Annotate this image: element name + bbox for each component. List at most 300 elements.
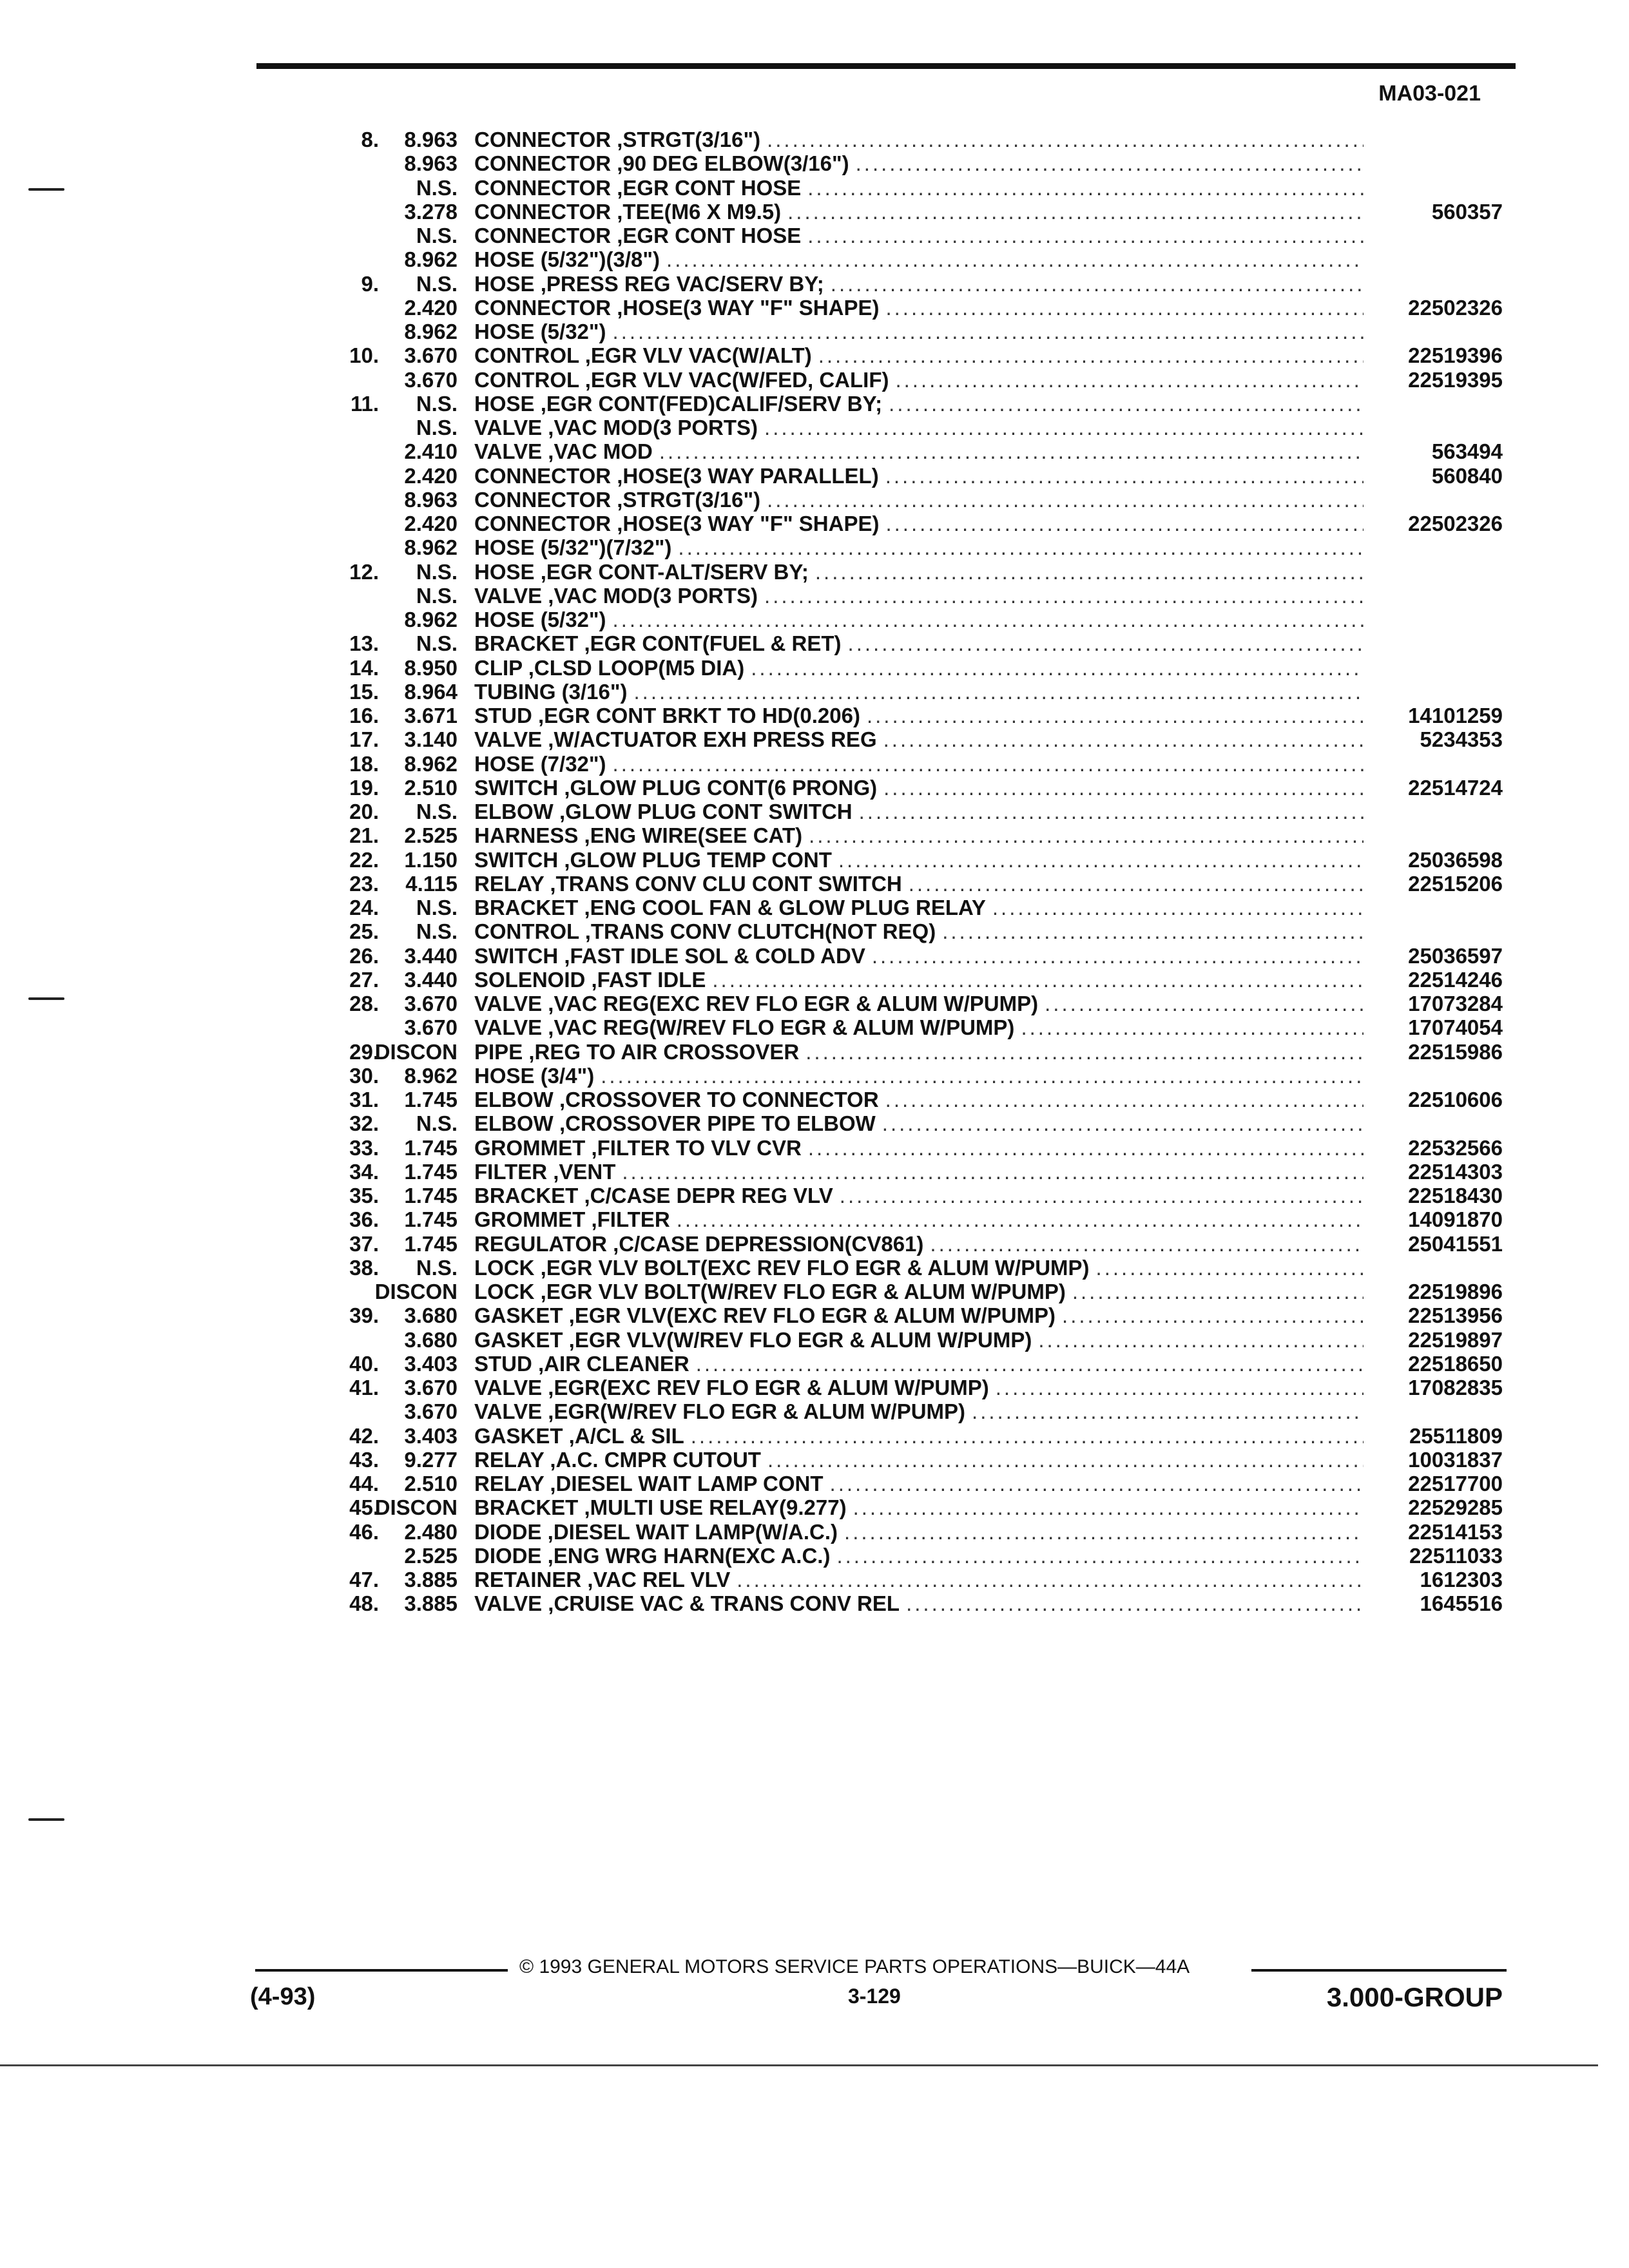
dot-leader <box>853 1495 1364 1519</box>
part-number: 1612303 <box>1420 1568 1503 1591</box>
dot-leader <box>885 512 1364 535</box>
part-number: 22513956 <box>1408 1303 1503 1328</box>
group-number: 8.962 <box>404 751 458 776</box>
part-description-cell <box>474 1472 1364 1495</box>
part-number: 22514303 <box>1408 1159 1503 1184</box>
group-number: 8.963 <box>404 151 458 176</box>
part-description: BRACKET ,C/CASE DEPR REG VLV <box>474 1184 833 1207</box>
parts-row <box>0 439 1629 463</box>
part-number: 22502326 <box>1408 512 1503 535</box>
dot-leader <box>818 343 1364 367</box>
part-number: 560357 <box>1431 199 1503 224</box>
part-description-cell <box>474 1448 1364 1472</box>
group-number: 3.140 <box>404 727 458 752</box>
part-description-cell <box>474 416 1364 439</box>
part-number: 22514724 <box>1408 775 1503 800</box>
group-number: 8.963 <box>404 487 458 512</box>
item-reference: 8. <box>361 128 379 151</box>
part-description: VALVE ,VAC REG(W/REV FLO EGR & ALUM W/PUMP) <box>474 1015 1015 1040</box>
part-description-cell <box>474 343 1364 367</box>
dot-leader <box>930 1232 1364 1256</box>
group-number: N.S. <box>416 896 458 919</box>
parts-row <box>0 1015 1629 1039</box>
part-description-cell <box>474 727 1364 751</box>
group-number: 3.671 <box>404 704 458 727</box>
dot-leader <box>678 535 1364 559</box>
parts-row <box>0 1256 1629 1280</box>
dot-leader <box>601 1064 1364 1088</box>
parts-row <box>0 224 1629 247</box>
dot-leader <box>859 800 1364 823</box>
part-number: 22519395 <box>1408 367 1503 392</box>
part-number: 22518650 <box>1408 1351 1503 1376</box>
parts-row <box>0 1160 1629 1184</box>
part-description: BRACKET ,EGR CONT(FUEL & RET) <box>474 631 842 656</box>
dot-leader <box>867 704 1364 727</box>
group-number: 9.277 <box>404 1447 458 1472</box>
part-description: LOCK ,EGR VLV BOLT(EXC REV FLO EGR & ALUM W/PUMP) <box>474 1255 1090 1280</box>
item-reference: 30. <box>349 1063 379 1088</box>
parts-row <box>0 919 1629 943</box>
group-number: 8.962 <box>404 320 458 343</box>
group-number: 2.510 <box>404 1472 458 1495</box>
item-reference: 28. <box>349 992 379 1015</box>
parts-row <box>0 631 1629 655</box>
group-number: DISCON <box>374 1039 458 1064</box>
group-number: 2.480 <box>404 1519 458 1544</box>
parts-row <box>0 272 1629 296</box>
part-description-cell <box>474 1520 1364 1544</box>
parts-row <box>0 296 1629 320</box>
parts-row <box>0 1111 1629 1135</box>
part-description-cell <box>474 823 1364 847</box>
item-reference: 26. <box>349 943 379 968</box>
part-description: DIODE ,DIESEL WAIT LAMP(W/A.C.) <box>474 1519 838 1544</box>
document-code: MA03-021 <box>1378 81 1481 106</box>
parts-row <box>0 1591 1629 1615</box>
group-number: N.S. <box>416 1255 458 1280</box>
parts-row <box>0 1399 1629 1423</box>
part-description: BRACKET ,MULTI USE RELAY(9.277) <box>474 1495 847 1520</box>
parts-row <box>0 1376 1629 1399</box>
parts-row <box>0 320 1629 343</box>
parts-row <box>0 560 1629 584</box>
part-description-cell <box>474 800 1364 823</box>
group-number: DISCON <box>374 1495 458 1520</box>
part-number: 22514246 <box>1408 967 1503 992</box>
item-reference: 29. <box>349 1039 379 1064</box>
part-description: RELAY ,DIESEL WAIT LAMP CONT <box>474 1472 824 1495</box>
group-number: 3.670 <box>404 1376 458 1399</box>
part-description: CONTROL ,EGR VLV VAC(W/ALT) <box>474 343 812 368</box>
group-number: 8.962 <box>404 247 458 272</box>
parts-row <box>0 1472 1629 1495</box>
dot-leader <box>1038 1328 1364 1352</box>
dot-leader <box>767 1448 1364 1472</box>
item-reference: 37. <box>349 1231 379 1256</box>
part-description-cell <box>474 631 1364 655</box>
dot-leader <box>764 584 1364 608</box>
dot-leader <box>1096 1256 1364 1280</box>
parts-row <box>0 1328 1629 1352</box>
dot-leader <box>883 727 1364 751</box>
group-number: N.S. <box>416 583 458 608</box>
part-description-cell <box>474 272 1364 296</box>
item-reference: 9. <box>361 271 379 296</box>
part-number: 22532566 <box>1408 1135 1503 1160</box>
part-description: DIODE ,ENG WRG HARN(EXC A.C.) <box>474 1543 831 1568</box>
part-description: VALVE ,EGR(EXC REV FLO EGR & ALUM W/PUMP) <box>474 1376 989 1399</box>
part-description-cell <box>474 224 1364 247</box>
footer-rule-left <box>255 1969 508 1972</box>
part-description-cell <box>474 128 1364 151</box>
part-description-cell <box>474 968 1364 992</box>
dot-leader <box>872 944 1364 968</box>
part-description: CLIP ,CLSD LOOP(M5 DIA) <box>474 655 745 680</box>
dot-leader <box>809 823 1364 847</box>
dot-leader <box>972 1399 1364 1423</box>
group-number: N.S. <box>416 416 458 439</box>
dot-leader <box>613 608 1364 631</box>
parts-row <box>0 608 1629 631</box>
part-description: HOSE ,EGR CONT(FED)CALIF/SERV BY; <box>474 391 883 416</box>
part-description: GASKET ,EGR VLV(EXC REV FLO EGR & ALUM W/PUMP) <box>474 1303 1056 1328</box>
parts-row <box>0 368 1629 392</box>
item-reference: 20. <box>349 800 379 823</box>
parts-row <box>0 343 1629 367</box>
part-description-cell <box>474 1495 1364 1519</box>
part-description: CONNECTOR ,TEE(M6 X M9.5) <box>474 199 782 224</box>
dot-leader <box>844 1520 1364 1544</box>
group-number: 3.885 <box>404 1568 458 1591</box>
part-description: VALVE ,VAC MOD <box>474 439 653 464</box>
part-description-cell <box>474 896 1364 919</box>
item-reference: 42. <box>349 1423 379 1448</box>
parts-row <box>0 1280 1629 1303</box>
group-number: 1.745 <box>404 1184 458 1207</box>
part-description-cell <box>474 392 1364 416</box>
dot-leader <box>906 1591 1364 1615</box>
parts-row <box>0 1568 1629 1591</box>
group-number: 8.962 <box>404 1063 458 1088</box>
part-number: 22519897 <box>1408 1327 1503 1352</box>
parts-row <box>0 512 1629 535</box>
part-description-cell <box>474 320 1364 343</box>
parts-row <box>0 1448 1629 1472</box>
part-description-cell <box>474 151 1364 175</box>
part-description: ELBOW ,CROSSOVER PIPE TO ELBOW <box>474 1111 876 1136</box>
group-number: 2.525 <box>404 1543 458 1568</box>
part-number: 1645516 <box>1420 1591 1503 1616</box>
part-description-cell <box>474 872 1364 896</box>
group-number: 3.670 <box>404 1015 458 1040</box>
parts-row <box>0 656 1629 680</box>
item-reference: 47. <box>349 1568 379 1591</box>
group-number: 8.962 <box>404 608 458 631</box>
part-description-cell <box>474 247 1364 271</box>
dot-leader <box>895 368 1364 392</box>
part-number: 17074054 <box>1408 1015 1503 1040</box>
parts-row <box>0 128 1629 151</box>
parts-row <box>0 1424 1629 1448</box>
dot-leader <box>942 919 1364 943</box>
part-description-cell <box>474 584 1364 608</box>
group-number: 3.680 <box>404 1303 458 1328</box>
dot-leader <box>764 416 1364 439</box>
part-description: HOSE (7/32") <box>474 751 606 776</box>
part-number: 22502326 <box>1408 295 1503 320</box>
part-description-cell <box>474 919 1364 943</box>
group-number: N.S. <box>416 271 458 296</box>
item-reference: 14. <box>349 655 379 680</box>
dot-leader <box>666 247 1364 271</box>
dot-leader <box>807 176 1364 200</box>
part-description: SWITCH ,GLOW PLUG TEMP CONT <box>474 847 832 872</box>
group-number: 8.950 <box>404 655 458 680</box>
part-description-cell <box>474 1015 1364 1039</box>
part-description-cell <box>474 464 1364 488</box>
group-number: 1.745 <box>404 1088 458 1111</box>
group-number: 3.440 <box>404 967 458 992</box>
item-reference: 24. <box>349 896 379 919</box>
part-description: SOLENOID ,FAST IDLE <box>474 967 706 992</box>
parts-row <box>0 848 1629 872</box>
part-number: 22515206 <box>1408 871 1503 896</box>
group-number: 1.745 <box>404 1135 458 1160</box>
part-description: HOSE (3/4") <box>474 1063 595 1088</box>
group-number: N.S. <box>416 1111 458 1136</box>
parts-row <box>0 1064 1629 1088</box>
binder-hole-mark <box>28 1818 64 1821</box>
item-reference: 43. <box>349 1447 379 1472</box>
part-description: HARNESS ,ENG WIRE(SEE CAT) <box>474 823 803 848</box>
dot-leader <box>840 1184 1364 1207</box>
part-description: STUD ,EGR CONT BRKT TO HD(0.206) <box>474 704 860 727</box>
parts-row <box>0 1184 1629 1207</box>
group-title: 3.000-GROUP <box>1326 1982 1503 2012</box>
item-reference: 32. <box>349 1111 379 1136</box>
group-number: 1.150 <box>404 847 458 872</box>
item-reference: 44. <box>349 1472 379 1495</box>
parts-row <box>0 944 1629 968</box>
group-number: 3.670 <box>404 343 458 368</box>
part-description-cell <box>474 1399 1364 1423</box>
parts-row <box>0 704 1629 727</box>
dot-leader <box>885 296 1364 320</box>
part-description-cell <box>474 656 1364 680</box>
part-description-cell <box>474 439 1364 463</box>
part-description: VALVE ,CRUISE VAC & TRANS CONV REL <box>474 1591 900 1616</box>
group-number: 8.962 <box>404 535 458 560</box>
parts-row <box>0 1520 1629 1544</box>
group-number: N.S. <box>416 559 458 584</box>
item-reference: 48. <box>349 1591 379 1616</box>
item-reference: 19. <box>349 775 379 800</box>
part-description-cell <box>474 560 1364 584</box>
dot-leader <box>807 224 1364 247</box>
part-number: 22518430 <box>1408 1184 1503 1207</box>
part-description: VALVE ,VAC REG(EXC REV FLO EGR & ALUM W/PUMP) <box>474 992 1039 1015</box>
dot-leader <box>848 631 1364 655</box>
part-description-cell <box>474 848 1364 872</box>
group-number: 3.670 <box>404 1399 458 1424</box>
group-number: N.S. <box>416 800 458 823</box>
part-description: HOSE (5/32")(3/8") <box>474 247 660 272</box>
part-description-cell <box>474 176 1364 200</box>
parts-row <box>0 1495 1629 1519</box>
dot-leader <box>882 1111 1364 1135</box>
group-number: 2.525 <box>404 823 458 848</box>
group-number: 3.885 <box>404 1591 458 1616</box>
item-reference: 40. <box>349 1351 379 1376</box>
part-description: BRACKET ,ENG COOL FAN & GLOW PLUG RELAY <box>474 896 986 919</box>
part-description-cell <box>474 1352 1364 1376</box>
footer-rule-right <box>1251 1969 1507 1972</box>
parts-row <box>0 968 1629 992</box>
part-number: 22519396 <box>1408 343 1503 368</box>
parts-list <box>0 128 1629 1616</box>
part-description: CONNECTOR ,90 DEG ELBOW(3/16") <box>474 151 849 176</box>
part-description: GROMMET ,FILTER <box>474 1207 670 1232</box>
part-description: CONNECTOR ,EGR CONT HOSE <box>474 224 802 247</box>
part-number: 25036597 <box>1408 943 1503 968</box>
parts-row <box>0 680 1629 704</box>
dot-leader <box>838 848 1364 872</box>
part-number: 22517700 <box>1408 1472 1503 1495</box>
group-number: 3.403 <box>404 1423 458 1448</box>
part-description-cell <box>474 944 1364 968</box>
dot-leader <box>856 151 1364 175</box>
item-reference: 36. <box>349 1207 379 1232</box>
parts-row <box>0 247 1629 271</box>
part-number: 22515986 <box>1408 1039 1503 1064</box>
parts-row <box>0 1207 1629 1231</box>
group-number: N.S. <box>416 175 458 200</box>
parts-row <box>0 800 1629 823</box>
part-description: STUD ,AIR CLEANER <box>474 1351 689 1376</box>
part-description: VALVE ,VAC MOD(3 PORTS) <box>474 583 758 608</box>
item-reference: 27. <box>349 967 379 992</box>
dot-leader <box>1021 1015 1364 1039</box>
parts-row <box>0 1040 1629 1064</box>
part-description: ELBOW ,CROSSOVER TO CONNECTOR <box>474 1088 879 1111</box>
part-description-cell <box>474 535 1364 559</box>
copyright-notice: © 1993 GENERAL MOTORS SERVICE PARTS OPERATIONS—BUICK—44A <box>519 1956 1190 1977</box>
group-number: 8.964 <box>404 679 458 704</box>
part-description-cell <box>474 992 1364 1015</box>
part-description: HOSE (5/32")(7/32") <box>474 535 672 560</box>
group-number: 1.745 <box>404 1231 458 1256</box>
part-description: RELAY ,TRANS CONV CLU CONT SWITCH <box>474 871 902 896</box>
part-description-cell <box>474 1424 1364 1448</box>
item-reference: 23. <box>349 871 379 896</box>
part-description-cell <box>474 1328 1364 1352</box>
group-number: 3.670 <box>404 367 458 392</box>
part-description-cell <box>474 704 1364 727</box>
part-number: 22529285 <box>1408 1495 1503 1520</box>
item-reference: 16. <box>349 704 379 727</box>
part-description-cell <box>474 776 1364 800</box>
part-number: 25511809 <box>1409 1423 1503 1448</box>
dot-leader <box>737 1568 1364 1591</box>
dot-leader <box>885 464 1364 488</box>
item-reference: 25. <box>349 919 379 944</box>
part-description: HOSE (5/32") <box>474 608 606 631</box>
part-description-cell <box>474 1088 1364 1111</box>
part-description: RELAY ,A.C. CMPR CUTOUT <box>474 1447 761 1472</box>
part-number: 17082835 <box>1408 1376 1503 1399</box>
part-description-cell <box>474 1111 1364 1135</box>
dot-leader <box>1072 1280 1364 1303</box>
group-number: N.S. <box>416 224 458 247</box>
part-description: ELBOW ,GLOW PLUG CONT SWITCH <box>474 800 853 823</box>
part-description: VALVE ,VAC MOD(3 PORTS) <box>474 416 758 439</box>
part-description-cell <box>474 1376 1364 1399</box>
parts-row <box>0 872 1629 896</box>
parts-row <box>0 1088 1629 1111</box>
part-description-cell <box>474 200 1364 224</box>
part-description-cell <box>474 512 1364 535</box>
part-description-cell <box>474 1040 1364 1064</box>
parts-row <box>0 535 1629 559</box>
dot-leader <box>805 1040 1364 1064</box>
item-reference: 15. <box>349 679 379 704</box>
dot-leader <box>767 488 1364 512</box>
part-description-cell <box>474 752 1364 776</box>
parts-row <box>0 151 1629 175</box>
item-reference: 35. <box>349 1184 379 1207</box>
parts-row <box>0 727 1629 751</box>
group-number: N.S. <box>416 391 458 416</box>
group-number: N.S. <box>416 631 458 656</box>
part-description-cell <box>474 1591 1364 1615</box>
part-number: 10031837 <box>1408 1447 1503 1472</box>
parts-row <box>0 1232 1629 1256</box>
parts-row <box>0 896 1629 919</box>
dot-leader <box>1062 1303 1364 1327</box>
part-description: HOSE ,EGR CONT-ALT/SERV BY; <box>474 559 809 584</box>
part-description: TUBING (3/16") <box>474 679 628 704</box>
part-description: CONNECTOR ,HOSE(3 WAY "F" SHAPE) <box>474 512 880 535</box>
part-description-cell <box>474 368 1364 392</box>
parts-row <box>0 992 1629 1015</box>
group-number: N.S. <box>416 919 458 944</box>
part-description: HOSE ,PRESS REG VAC/SERV BY; <box>474 271 824 296</box>
part-description: LOCK ,EGR VLV BOLT(W/REV FLO EGR & ALUM W/PUMP) <box>474 1280 1066 1303</box>
part-description-cell <box>474 1280 1364 1303</box>
parts-row <box>0 1136 1629 1160</box>
part-description: HOSE (5/32") <box>474 320 606 343</box>
part-description: GASKET ,EGR VLV(W/REV FLO EGR & ALUM W/PUMP) <box>474 1327 1032 1352</box>
group-number: 3.403 <box>404 1351 458 1376</box>
dot-leader <box>889 392 1364 416</box>
parts-row <box>0 200 1629 224</box>
top-rule <box>256 63 1516 69</box>
group-number: 3.278 <box>404 199 458 224</box>
dot-leader <box>613 752 1364 776</box>
part-number: 22510606 <box>1408 1088 1503 1111</box>
group-number: 8.963 <box>404 128 458 151</box>
part-description-cell <box>474 1544 1364 1568</box>
dot-leader <box>909 872 1364 896</box>
dot-leader <box>712 968 1364 992</box>
part-description: CONNECTOR ,HOSE(3 WAY "F" SHAPE) <box>474 295 880 320</box>
item-reference: 21. <box>349 823 379 848</box>
item-reference: 12. <box>349 559 379 584</box>
part-number: 563494 <box>1431 439 1503 464</box>
part-number: 22514153 <box>1408 1519 1503 1544</box>
parts-row <box>0 488 1629 512</box>
